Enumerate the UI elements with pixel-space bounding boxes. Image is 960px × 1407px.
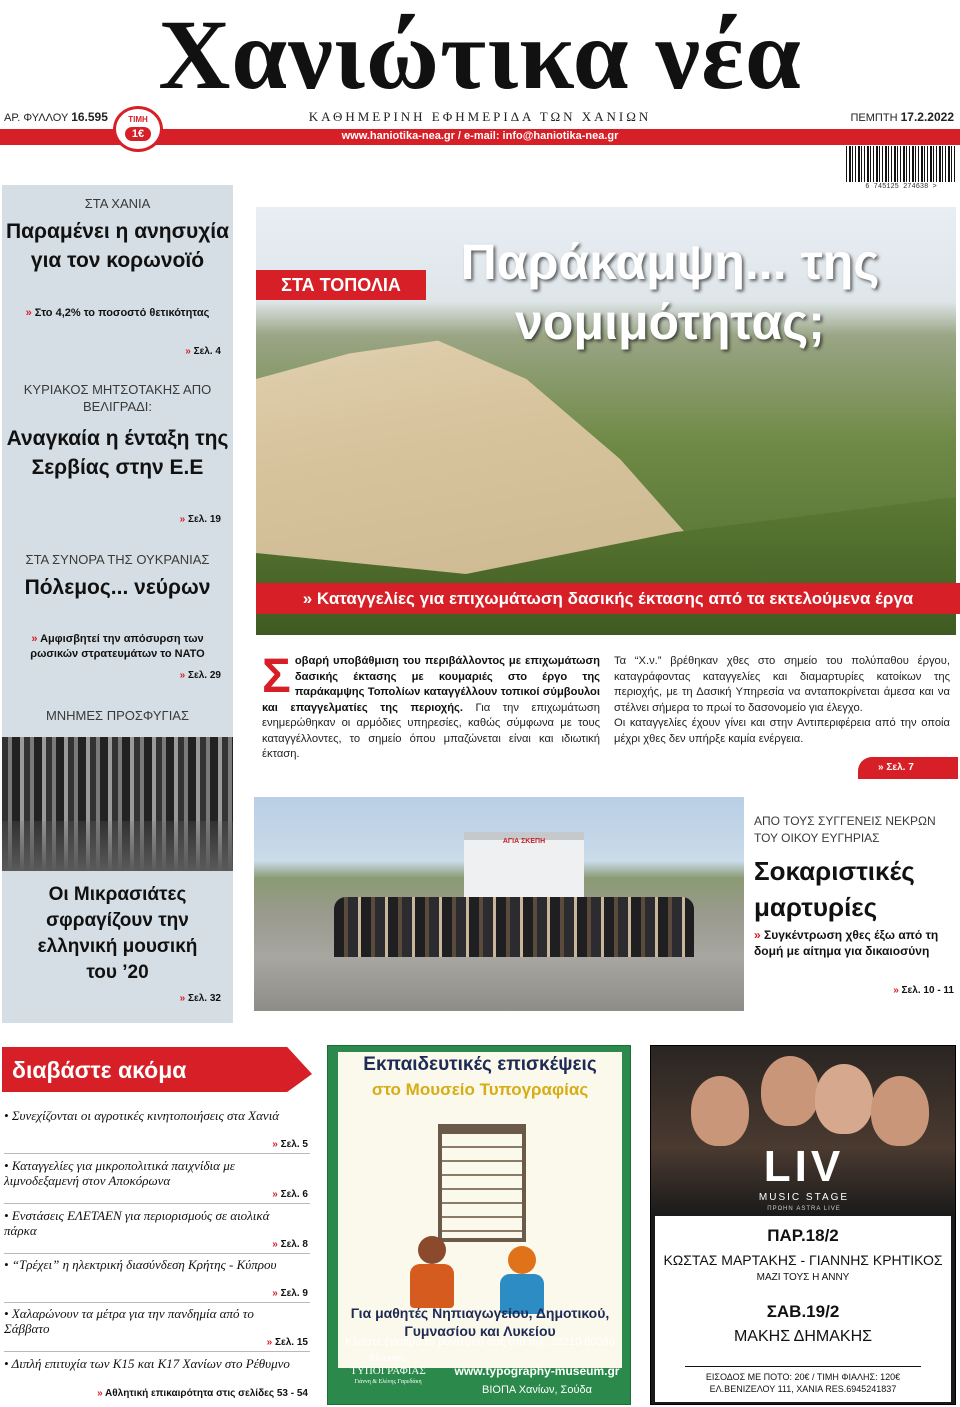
price-label: ΤΙΜΗ	[128, 115, 148, 124]
arrow-icon: »	[272, 1139, 281, 1150]
page-reference[interactable]: » Σελ. 10 - 11	[893, 985, 954, 996]
arrow-icon: »	[893, 985, 902, 996]
protesters	[334, 897, 694, 957]
event-guest: ΜΑΖΙ ΤΟΥΣ Η ΑΝΝΥ	[756, 1272, 850, 1283]
publication-date: ΠΕΜΠΤΗ 17.2.2022	[850, 110, 954, 124]
artist-face	[761, 1056, 819, 1126]
printing-press-icon	[438, 1124, 526, 1242]
hero-page-reference[interactable]: » Σελ. 7	[858, 757, 958, 779]
arrow-icon: »	[266, 1337, 275, 1348]
hero-headline[interactable]: Παράκαμψη... της νομιμότητας;	[460, 234, 880, 350]
story-kicker: ΑΠΟ ΤΟΥΣ ΣΥΓΓΕΝΕΙΣ ΝΕΚΡΩΝ ΤΟΥ ΟΙΚΟΥ ΕΥΓΗΡΙΑΣ	[754, 814, 936, 845]
event-prices: ΕΙΣΟΔΟΣ ΜΕ ΠΟΤΟ: 20€ / ΤΙΜΗ ΦΙΑΛΗΣ: 120€	[705, 1372, 901, 1382]
page-reference: » Σελ. 5	[272, 1139, 308, 1150]
page-reference[interactable]: » Σελ. 4	[185, 346, 221, 357]
protest-photo	[254, 797, 744, 1011]
arrow-icon: »	[25, 307, 35, 319]
museum-advertisement[interactable]	[327, 1045, 631, 1405]
hero-body: Για την επιχωμάτωση ενημερώθηκαν οι αρμόδιες υπηρεσίες, καθώς σύμφωνα με τους καταγγέλλοντες, το σημείο όπου μπαζώνεται είναι και ιδιωτική έκταση.	[262, 701, 600, 760]
arrow-icon: »	[272, 1189, 281, 1200]
sidebar-subtitle: » Στο 4,2% το ποσοστό θετικότητας	[25, 307, 210, 319]
barcode-icon	[846, 146, 956, 182]
tagline: ΚΑΘΗΜΕΡΙΝΗ ΕΦΗΜΕΡΙΔΑ ΤΩΝ ΧΑΝΙΩΝ	[308, 109, 652, 124]
arrow-icon: »	[31, 633, 41, 645]
list-item-text: • Καταγγελίες για μικροπολιτικά παιχνίδια με λιμνοδεξαμενή στον Αποκόρωνα	[4, 1158, 235, 1188]
hero-column-1	[262, 650, 600, 763]
hero-tag: ΣΤΑ ΤΟΠΟΛΙΑ	[256, 270, 426, 300]
ad-url[interactable]: www.typography-museum.gr	[454, 1364, 620, 1378]
artist-face	[691, 1076, 749, 1146]
story-headline[interactable]: Σοκαριστικές μαρτυρίες	[754, 856, 915, 922]
sidebar-subtitle: » Αμφισβητεί την απόσυρση των ρωσικών στρατευμάτων το ΝΑΤΟ	[30, 633, 205, 660]
arrow-icon: »	[179, 993, 188, 1004]
ad-audience: Για μαθητές Νηπιαγωγείου, Δημοτικού, Γυμνασίου και Λυκείου	[350, 1305, 610, 1339]
list-item-text: • Ενστάσεις ΕΛΕΤΑΕΝ για περιορισμούς σε αιολικά πάρκα	[4, 1208, 270, 1238]
page-reference[interactable]: » Σελ. 29	[179, 670, 221, 681]
arrow-icon: »	[179, 670, 188, 681]
list-item[interactable]	[4, 1204, 310, 1254]
divider	[685, 1366, 921, 1367]
sidebar-kicker: ΜΝΗΜΕΣ ΠΡΟΣΦΥΓΙΑΣ	[45, 708, 190, 723]
issue-number: ΑΡ. ΦΥΛΛΟΥ 16.595	[4, 110, 108, 124]
artist-face	[815, 1064, 873, 1134]
arrow-icon: »	[754, 928, 765, 942]
ad-subtitle: στο Μουσείο Τυπογραφίας	[371, 1080, 589, 1099]
price-badge	[113, 106, 163, 152]
venue-former-name: ΠΡΩΗΝ ASTRA LIVE	[767, 1206, 841, 1212]
page-reference: » Σελ. 6	[272, 1189, 308, 1200]
sidebar-headline[interactable]: Παραμένει η ανησυχία για τον κορωνοϊό	[5, 220, 230, 272]
list-item-text: • Συνεχίζονται οι αγροτικές κινητοποιήσεις στα Χανιά	[4, 1108, 280, 1123]
list-item[interactable]	[4, 1104, 310, 1154]
page-reference: » Σελ. 8	[272, 1239, 308, 1250]
list-item[interactable]	[4, 1352, 310, 1402]
page-reference[interactable]: » Σελ. 32	[179, 993, 221, 1004]
ad-title: Εκπαιδευτικές επισκέψεις	[363, 1054, 597, 1075]
story-subtitle: » Συγκέντρωση χθες έξω από τη δομή με αίτημα για δικαιοσύνη	[754, 928, 939, 958]
price-value: 1€	[125, 127, 151, 141]
building-sign: ΑΓΙΑ ΣΚΕΠΗ	[502, 838, 546, 845]
refugee-memories-photo	[2, 737, 233, 871]
dropcap: Σ	[262, 650, 291, 703]
event-schedule	[655, 1216, 951, 1402]
child-icon	[410, 1264, 454, 1308]
page-reference: » Αθλητική επικαιρότητα στις σελίδες 53 - 54	[97, 1388, 308, 1399]
museum-logo: Μουσείο ΤΥΠΟΓΡΑΦΙΑΣ Γιάννη & Ελένης Γαρεδάκη	[350, 1352, 426, 1385]
child-icon	[508, 1246, 536, 1274]
event-artists: ΚΩΣΤΑΣ ΜΑΡΤΑΚΗΣ - ΓΙΑΝΝΗΣ ΚΡΗΤΙΚΟΣ	[663, 1252, 943, 1268]
sidebar-headline[interactable]: Οι Μικρασιάτες σφραγίζουν την ελληνική μουσική του ’20	[37, 884, 198, 983]
ad-location: ΒΙΟΠΑ Χανίων, Σούδα	[482, 1384, 592, 1396]
liv-advertisement[interactable]	[650, 1045, 956, 1405]
list-item-text: • Χαλαρώνουν τα μέτρα για την πανδημία από το Σάββατο	[4, 1306, 254, 1336]
page-reference: » Σελ. 9	[272, 1288, 308, 1299]
barcode-number: 6 745125 274638 >	[865, 183, 937, 191]
venue-logo: LIV	[763, 1142, 845, 1191]
arrow-icon: »	[272, 1239, 281, 1250]
event-artists: ΜΑΚΗΣ ΔΗΜΑΚΗΣ	[733, 1328, 873, 1345]
venue-address: ΕΛ.ΒΕΝΙΖΕΛΟΥ 111, ΧΑΝΙΑ RES.6945241837	[709, 1384, 897, 1394]
read-more-title: διαβάστε ακόμα	[12, 1057, 187, 1083]
list-item[interactable]	[4, 1302, 310, 1352]
hero-paragraph: Οι καταγγελίες έχουν γίνει και στην Αντιπεριφέρεια από την οποία μέχρι χθες δεν υπήρξε καμία ενέργεια.	[614, 717, 950, 745]
sidebar-headline[interactable]: Πόλεμος... νεύρων	[24, 576, 211, 599]
event-day: ΠΑΡ.18/2	[767, 1226, 839, 1245]
hero-caption: » Καταγγελίες για επιχωμάτωση δασικής έκτασης από τα εκτελούμενα έργα	[256, 583, 960, 614]
arrow-icon: »	[97, 1388, 106, 1399]
page-reference: » Σελ. 15	[266, 1337, 308, 1348]
list-item-text: • “Τρέχει” η ηλεκτρική διασύνδεση Κρήτης - Κύπρου	[4, 1257, 277, 1272]
child-icon	[418, 1236, 446, 1264]
list-item[interactable]	[4, 1253, 310, 1303]
list-item-text: • Διπλή επιτυχία των Κ15 και Κ17 Χανίων στο Ρέθυμνο	[4, 1356, 290, 1371]
contact-info[interactable]: www.haniotika-nea.gr / e-mail: info@haniotika-nea.gr	[341, 130, 619, 142]
event-day: ΣΑΒ.19/2	[766, 1302, 840, 1321]
sidebar-kicker: ΣΤΑ ΧΑΝΙΑ	[84, 196, 151, 211]
sidebar-kicker: ΣΤΑ ΣΥΝΟΡΑ ΤΗΣ ΟΥΚΡΑΝΙΑΣ	[25, 552, 210, 567]
list-item[interactable]	[4, 1154, 310, 1204]
sidebar-kicker: ΚΥΡΙΑΚΟΣ ΜΗΤΣΟΤΑΚΗΣ ΑΠΟ ΒΕΛΙΓΡΑΔΙ:	[23, 382, 212, 414]
arrow-icon: »	[272, 1288, 281, 1299]
hero-lead: οβαρή υποβάθμιση του περιβάλλοντος με επιχωμάτωση δασικής έκτασης με κουμαριές στο έργο της παράκαμψης Τοπολίων καταγγέλλουν τοπικοί σύμβουλοι και επαγγελματίες της περιοχής.	[262, 655, 600, 714]
artist-face	[871, 1076, 929, 1146]
ad-booking: Κλείστε έγκαιρα το ραντεβού σας στο τηλ. 28210 80090	[345, 1336, 615, 1348]
newspaper-title: Χανιώτικα νέα	[158, 0, 802, 110]
arrow-icon: »	[185, 346, 194, 357]
sidebar	[2, 185, 233, 1023]
arrow-icon: »	[179, 514, 188, 525]
page-reference[interactable]: » Σελ. 19	[179, 514, 221, 525]
hero-paragraph: Τα “Χ.ν.” βρέθηκαν χθες στο σημείο του πολύπαθου έργου, καταγράφοντας καταγγελίες και διαμαρτυρίες κατοίκων της περιοχής, με τη Δασική Υπηρεσία να ανταποκρίνεται άμεσα και να στέλνει σήμερα το πρωί το δασονομείο για έλεγχο.	[614, 655, 950, 714]
hero-column-2	[614, 654, 950, 747]
sidebar-headline[interactable]: Αναγκαία η ένταξη της Σερβίας στην Ε.Ε	[6, 427, 229, 479]
venue-subtitle: MUSIC STAGE	[758, 1192, 850, 1203]
